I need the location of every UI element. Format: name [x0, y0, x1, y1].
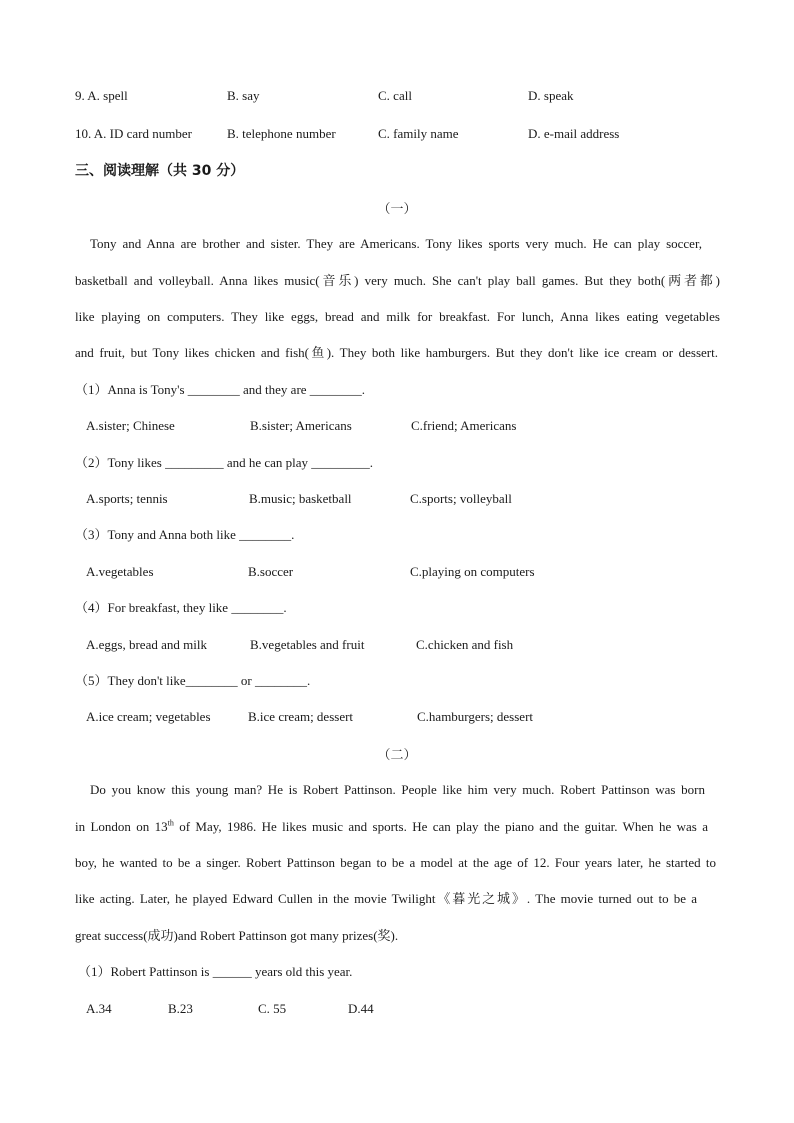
question-1 — [0, 380, 794, 400]
option-a: A.vegetables — [86, 564, 154, 579]
question-text: （3）Tony and Anna both like ________. — [75, 527, 295, 542]
vocab-option-c: C. call — [378, 88, 412, 103]
option-c: C. 55 — [258, 1001, 287, 1016]
option-a: A.sister; Chinese — [86, 418, 175, 433]
option-c: C.chicken and fish — [416, 637, 514, 652]
vocab-option-a: 9. A. spell — [75, 88, 128, 103]
question-text: （1）Anna is Tony's ________ and they are ________. — [75, 382, 366, 397]
question-1-options — [0, 416, 794, 436]
vocab-option-b: B. telephone number — [227, 126, 336, 141]
section-heading: 三、阅读理解（共 30 分） — [75, 163, 245, 179]
passage-line: like acting. Later, he played Edward Cullen in the movie Twilight《暮光之城》. The movie turned out to be a — [75, 891, 697, 906]
question-text: （5）They don't like________ or ________. — [75, 673, 311, 688]
option-c: C.sports; volleyball — [410, 491, 512, 506]
option-b: B.vegetables and fruit — [250, 637, 365, 652]
passage-line: boy, he wanted to be a singer. Robert Pattinson began to be a model at the age of 12. Four years later, he started to — [75, 855, 716, 870]
vocab-option-d: D. e-mail address — [528, 126, 620, 141]
vocab-option-d: D. speak — [528, 88, 574, 103]
option-b: B.ice cream; dessert — [248, 709, 354, 724]
passage-line — [75, 817, 708, 837]
option-c: C.playing on computers — [410, 564, 535, 579]
question-4 — [0, 598, 794, 618]
question-part-two-1-options — [0, 999, 794, 1019]
question-text: （4）For breakfast, they like ________. — [75, 600, 287, 615]
part-two-label: （二） — [377, 747, 417, 762]
question-3 — [0, 525, 794, 545]
question-part-two-1 — [0, 962, 794, 982]
question-text: （2）Tony likes _________ and he can play _________. — [75, 455, 374, 470]
question-2 — [0, 453, 794, 473]
passage-line: Do you know this young man? He is Robert Pattinson. People like him very much. Robert Pattinson was born — [90, 782, 705, 797]
question-5 — [0, 671, 794, 691]
passage-text: of May, 1986. He likes music and sports. He can play the piano and the guitar. When he was a — [173, 819, 708, 834]
option-c: C.friend; Americans — [411, 418, 517, 433]
option-b: B.music; basketball — [249, 491, 352, 506]
option-c: C.hamburgers; dessert — [417, 709, 534, 724]
vocab-row-9 — [0, 86, 794, 106]
question-2-options — [0, 489, 794, 509]
vocab-option-b: B. say — [227, 88, 260, 103]
option-b: B.sister; Americans — [250, 418, 352, 433]
vocab-row-10 — [0, 124, 794, 144]
question-4-options — [0, 635, 794, 655]
option-a: A.sports; tennis — [86, 491, 168, 506]
option-b: B.soccer — [248, 564, 294, 579]
passage-line: great success(成功)and Robert Pattinson got many prizes(奖). — [75, 928, 399, 943]
passage-line: and fruit, but Tony likes chicken and fish(鱼). They both like hamburgers. But they don't like ice cream or dessert. — [75, 345, 718, 360]
option-a: A.eggs, bread and milk — [86, 637, 207, 652]
option-a: A.34 — [86, 1001, 112, 1016]
option-a: A.ice cream; vegetables — [86, 709, 211, 724]
question-text: （1）Robert Pattinson is ______ years old this year. — [78, 964, 353, 979]
passage-line: basketball and volleyball. Anna likes music(音乐) very much. She can't play ball games. But they both(两者都) — [75, 273, 720, 288]
part-one-label: （一） — [377, 201, 417, 216]
vocab-option-a: 10. A. ID card number — [75, 126, 192, 141]
option-d: D.44 — [348, 1001, 374, 1016]
question-5-options — [0, 707, 794, 727]
ordinal-suffix: th — [167, 818, 174, 828]
passage-line: Tony and Anna are brother and sister. They are Americans. Tony likes sports very much. He can play soccer, — [90, 236, 702, 251]
question-3-options — [0, 562, 794, 582]
passage-line: like playing on computers. They like eggs, bread and milk for breakfast. For lunch, Anna likes eating vegetables — [75, 309, 720, 324]
passage-text: in London on 13 — [75, 819, 168, 834]
option-b: B.23 — [168, 1001, 193, 1016]
vocab-option-c: C. family name — [378, 126, 459, 141]
